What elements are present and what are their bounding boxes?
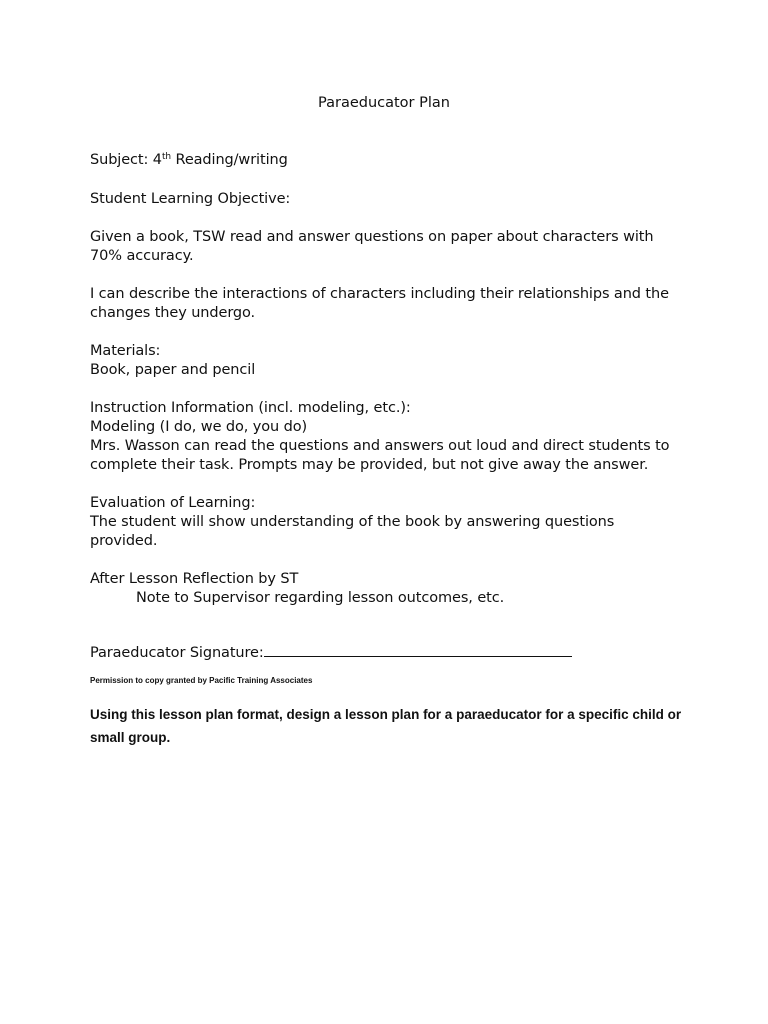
evaluation-line-2: provided. xyxy=(90,533,158,549)
permission-note: Permission to copy granted by Pacific Training Associates xyxy=(90,676,313,685)
reflection-note: Note to Supervisor regarding lesson outcomes, etc. xyxy=(136,590,505,606)
objective-line-1: Given a book, TSW read and answer questions on paper about characters with xyxy=(90,229,654,245)
signature-line xyxy=(264,642,572,657)
signature-label: Paraeducator Signature: xyxy=(90,645,264,661)
subject-superscript: th xyxy=(161,152,171,162)
evaluation-heading: Evaluation of Learning: xyxy=(90,495,256,511)
instruction-heading: Instruction Information (incl. modeling, etc.): xyxy=(90,400,411,416)
assignment-instruction: Using this lesson plan format, design a lesson plan for a paraeducator for a specific child or small group. xyxy=(90,707,682,745)
subject-prefix: Subject: 4 xyxy=(90,152,162,168)
document-title: Paraeducator Plan xyxy=(318,95,450,111)
instruction-line-1: Mrs. Wasson can read the questions and answers out loud and direct students to xyxy=(90,438,670,454)
modeling-text: Modeling (I do, we do, you do) xyxy=(90,419,308,435)
i-can-line-1: I can describe the interactions of characters including their relationships and the xyxy=(90,286,669,302)
materials-heading: Materials: xyxy=(90,343,161,359)
objective-line-2: 70% accuracy. xyxy=(90,248,194,264)
instruction-line-2: complete their task. Prompts may be provided, but not give away the answer. xyxy=(90,457,649,473)
materials-text: Book, paper and pencil xyxy=(90,362,256,378)
subject-suffix: Reading/writing xyxy=(170,152,288,168)
signature-row xyxy=(90,642,572,663)
i-can-line-2: changes they undergo. xyxy=(90,305,256,321)
objective-heading: Student Learning Objective: xyxy=(90,191,291,207)
subject-line xyxy=(90,151,288,170)
evaluation-line-1: The student will show understanding of the book by answering questions xyxy=(90,514,615,530)
reflection-heading: After Lesson Reflection by ST xyxy=(90,571,299,587)
